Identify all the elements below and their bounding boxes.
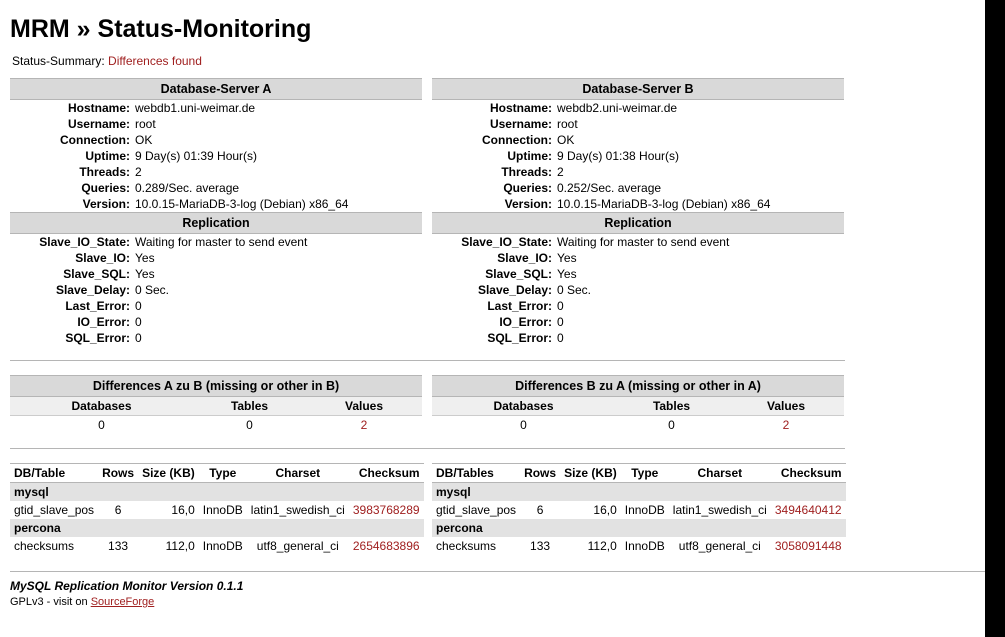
- row-key: Slave_SQL:: [485, 267, 552, 281]
- row-key: Queries:: [81, 181, 130, 195]
- row-key: IO_Error:: [499, 315, 552, 329]
- row-value: OK: [557, 133, 575, 147]
- row-key: Slave_IO_State:: [39, 235, 130, 249]
- table-header-row: [432, 464, 846, 483]
- server-a-replication-title: Replication: [10, 213, 422, 234]
- row-key: Version:: [504, 197, 552, 211]
- cell-rows: 133: [530, 539, 551, 553]
- row-value: 10.0.15-MariaDB-3-log (Debian) x86_64: [135, 197, 349, 211]
- footer: [10, 572, 995, 608]
- status-summary-label: Status-Summary:: [12, 54, 105, 68]
- row-key: Slave_Delay:: [55, 283, 130, 297]
- row-key: Slave_IO_State:: [461, 235, 552, 249]
- diff-col-header: Tables: [615, 397, 728, 416]
- cell-table-name: gtid_slave_pos: [14, 503, 95, 517]
- footer-license: [10, 596, 995, 608]
- differences-a-title: Differences A zu B (missing or other in B): [10, 376, 422, 397]
- checksum-table-a: [10, 463, 422, 555]
- row-key: IO_Error:: [77, 315, 130, 329]
- cell-rows: 133: [108, 539, 129, 553]
- cell-type: InnoDB: [624, 539, 665, 553]
- row-key: Username:: [67, 117, 130, 131]
- page-title-prefix: MRM: [10, 15, 70, 43]
- col-header-rows: Rows: [520, 464, 560, 483]
- diff-col-header: Values: [306, 397, 422, 416]
- table-row: [10, 537, 424, 555]
- row-value: Waiting for master to send event: [557, 235, 730, 249]
- footer-product: MySQL Replication Monitor Version 0.1.1: [10, 579, 244, 593]
- differences-a-to-b-table: [10, 375, 422, 434]
- row-value: 2: [135, 165, 142, 179]
- row-value: 0 Sec.: [557, 283, 592, 297]
- cell-charset: latin1_swedish_ci: [672, 503, 767, 517]
- row-value: webdb2.uni-weimar.de: [557, 101, 678, 115]
- row-key: Connection:: [482, 133, 552, 147]
- sourceforge-link[interactable]: SourceForge: [90, 596, 155, 608]
- cell-table-name: checksums: [436, 539, 497, 553]
- row-key: Threads:: [79, 165, 130, 179]
- page-title: [10, 15, 995, 44]
- row-key: Queries:: [503, 181, 552, 195]
- row-value: Yes: [135, 267, 155, 281]
- row-key: Username:: [489, 117, 552, 131]
- col-header-checksum: Checksum: [771, 464, 846, 483]
- group-name: mysql: [432, 483, 846, 502]
- row-value: 0.289/Sec. average: [135, 181, 240, 195]
- row-value: 0: [557, 315, 564, 329]
- diff-value: 0: [246, 418, 253, 432]
- page-right-margin: [985, 0, 1005, 637]
- checksum-panels: [10, 463, 845, 555]
- table-row: [10, 501, 424, 519]
- diff-value: 0: [668, 418, 675, 432]
- cell-table-name: checksums: [14, 539, 75, 553]
- col-header-type: Type: [199, 464, 247, 483]
- server-a-title: Database-Server A: [10, 79, 422, 100]
- row-key: Slave_Delay:: [477, 283, 552, 297]
- cell-checksum: 3058091448: [774, 539, 842, 553]
- row-key: Threads:: [501, 165, 552, 179]
- row-key: Slave_SQL:: [63, 267, 130, 281]
- row-value: OK: [135, 133, 153, 147]
- row-value: webdb1.uni-weimar.de: [135, 101, 256, 115]
- footer-license-text: GPLv3 - visit on: [10, 596, 91, 608]
- group-name: mysql: [10, 483, 424, 502]
- cell-charset: utf8_general_ci: [256, 539, 339, 553]
- col-header-charset: Charset: [669, 464, 771, 483]
- checksum-table-b: [432, 463, 844, 555]
- checksum-b-table: [432, 463, 846, 555]
- col-header-dbtables: DB/Tables: [432, 464, 520, 483]
- cell-type: InnoDB: [624, 503, 665, 517]
- cell-size: 16,0: [171, 503, 195, 517]
- row-key: Last_Error:: [487, 299, 552, 313]
- row-value: Waiting for master to send event: [135, 235, 308, 249]
- row-key: Uptime:: [507, 149, 552, 163]
- differences-a-to-b: [10, 375, 422, 434]
- differences-b-to-a: [432, 375, 844, 434]
- cell-checksum: 2654683896: [352, 539, 420, 553]
- diff-value: 0: [520, 418, 527, 432]
- row-key: Hostname:: [489, 101, 552, 115]
- row-value: 0: [557, 331, 564, 345]
- cell-table-name: gtid_slave_pos: [436, 503, 517, 517]
- row-value: 10.0.15-MariaDB-3-log (Debian) x86_64: [557, 197, 771, 211]
- diff-col-header: Values: [728, 397, 844, 416]
- diff-col-header: Tables: [193, 397, 306, 416]
- col-header-rows: Rows: [98, 464, 138, 483]
- cell-rows: 6: [536, 503, 544, 517]
- row-key: Connection:: [60, 133, 130, 147]
- col-header-type: Type: [621, 464, 669, 483]
- cell-size: 16,0: [593, 503, 617, 517]
- table-group-row: [10, 483, 424, 502]
- server-b-title: Database-Server B: [432, 79, 844, 100]
- row-key: Hostname:: [67, 101, 130, 115]
- col-header-size: Size (KB): [560, 464, 621, 483]
- difference-panels: [10, 375, 845, 434]
- row-value: Yes: [557, 251, 577, 265]
- cell-size: 112,0: [165, 539, 195, 553]
- cell-type: InnoDB: [202, 503, 243, 517]
- table-header-row: [10, 464, 424, 483]
- cell-rows: 6: [114, 503, 122, 517]
- diff-col-header: Databases: [10, 397, 193, 416]
- row-value: 0.252/Sec. average: [557, 181, 662, 195]
- table-row: [432, 537, 846, 555]
- row-key: Version:: [82, 197, 130, 211]
- row-key: Slave_IO:: [497, 251, 552, 265]
- row-value: root: [557, 117, 578, 131]
- checksum-a-table: [10, 463, 424, 555]
- col-header-dbtable: DB/Table: [10, 464, 98, 483]
- server-b-info-table: [432, 78, 844, 346]
- row-key: SQL_Error:: [487, 331, 552, 345]
- diff-value: 2: [360, 418, 368, 432]
- table-group-row: [432, 483, 846, 502]
- table-group-row: [432, 519, 846, 537]
- server-panel-b: [432, 78, 844, 346]
- row-value: 0 Sec.: [135, 283, 170, 297]
- row-value: 2: [557, 165, 564, 179]
- server-panel-a: [10, 78, 422, 346]
- row-value: root: [135, 117, 156, 131]
- status-summary: [12, 54, 995, 68]
- row-key: Uptime:: [85, 149, 130, 163]
- row-value: 0: [557, 299, 564, 313]
- server-b-replication-title: Replication: [432, 213, 844, 234]
- col-header-checksum: Checksum: [349, 464, 424, 483]
- diff-value: 2: [782, 418, 790, 432]
- col-header-charset: Charset: [247, 464, 349, 483]
- server-a-info-table: [10, 78, 422, 346]
- page-title-main: Status-Monitoring: [97, 15, 312, 43]
- cell-type: InnoDB: [202, 539, 243, 553]
- row-key: Last_Error:: [65, 299, 130, 313]
- table-row: [432, 501, 846, 519]
- row-key: Slave_IO:: [75, 251, 130, 265]
- page-title-separator: »: [76, 15, 91, 43]
- row-value: Yes: [135, 251, 155, 265]
- status-summary-value: Differences found: [108, 54, 202, 68]
- row-value: Yes: [557, 267, 577, 281]
- table-group-row: [10, 519, 424, 537]
- differences-b-to-a-table: [432, 375, 844, 434]
- col-header-size: Size (KB): [138, 464, 199, 483]
- group-name: percona: [432, 519, 846, 537]
- server-panels: [10, 78, 845, 346]
- cell-checksum: 3983768289: [352, 503, 420, 517]
- row-value: 9 Day(s) 01:38 Hour(s): [557, 149, 680, 163]
- cell-size: 112,0: [587, 539, 617, 553]
- group-name: percona: [10, 519, 424, 537]
- row-value: 0: [135, 299, 142, 313]
- differences-b-title: Differences B zu A (missing or other in A): [432, 376, 844, 397]
- row-value: 0: [135, 315, 142, 329]
- cell-charset: latin1_swedish_ci: [250, 503, 345, 517]
- diff-col-header: Databases: [432, 397, 615, 416]
- diff-value: 0: [98, 418, 105, 432]
- row-value: 0: [135, 331, 142, 345]
- row-value: 9 Day(s) 01:39 Hour(s): [135, 149, 258, 163]
- cell-checksum: 3494640412: [774, 503, 842, 517]
- row-key: SQL_Error:: [65, 331, 130, 345]
- cell-charset: utf8_general_ci: [678, 539, 761, 553]
